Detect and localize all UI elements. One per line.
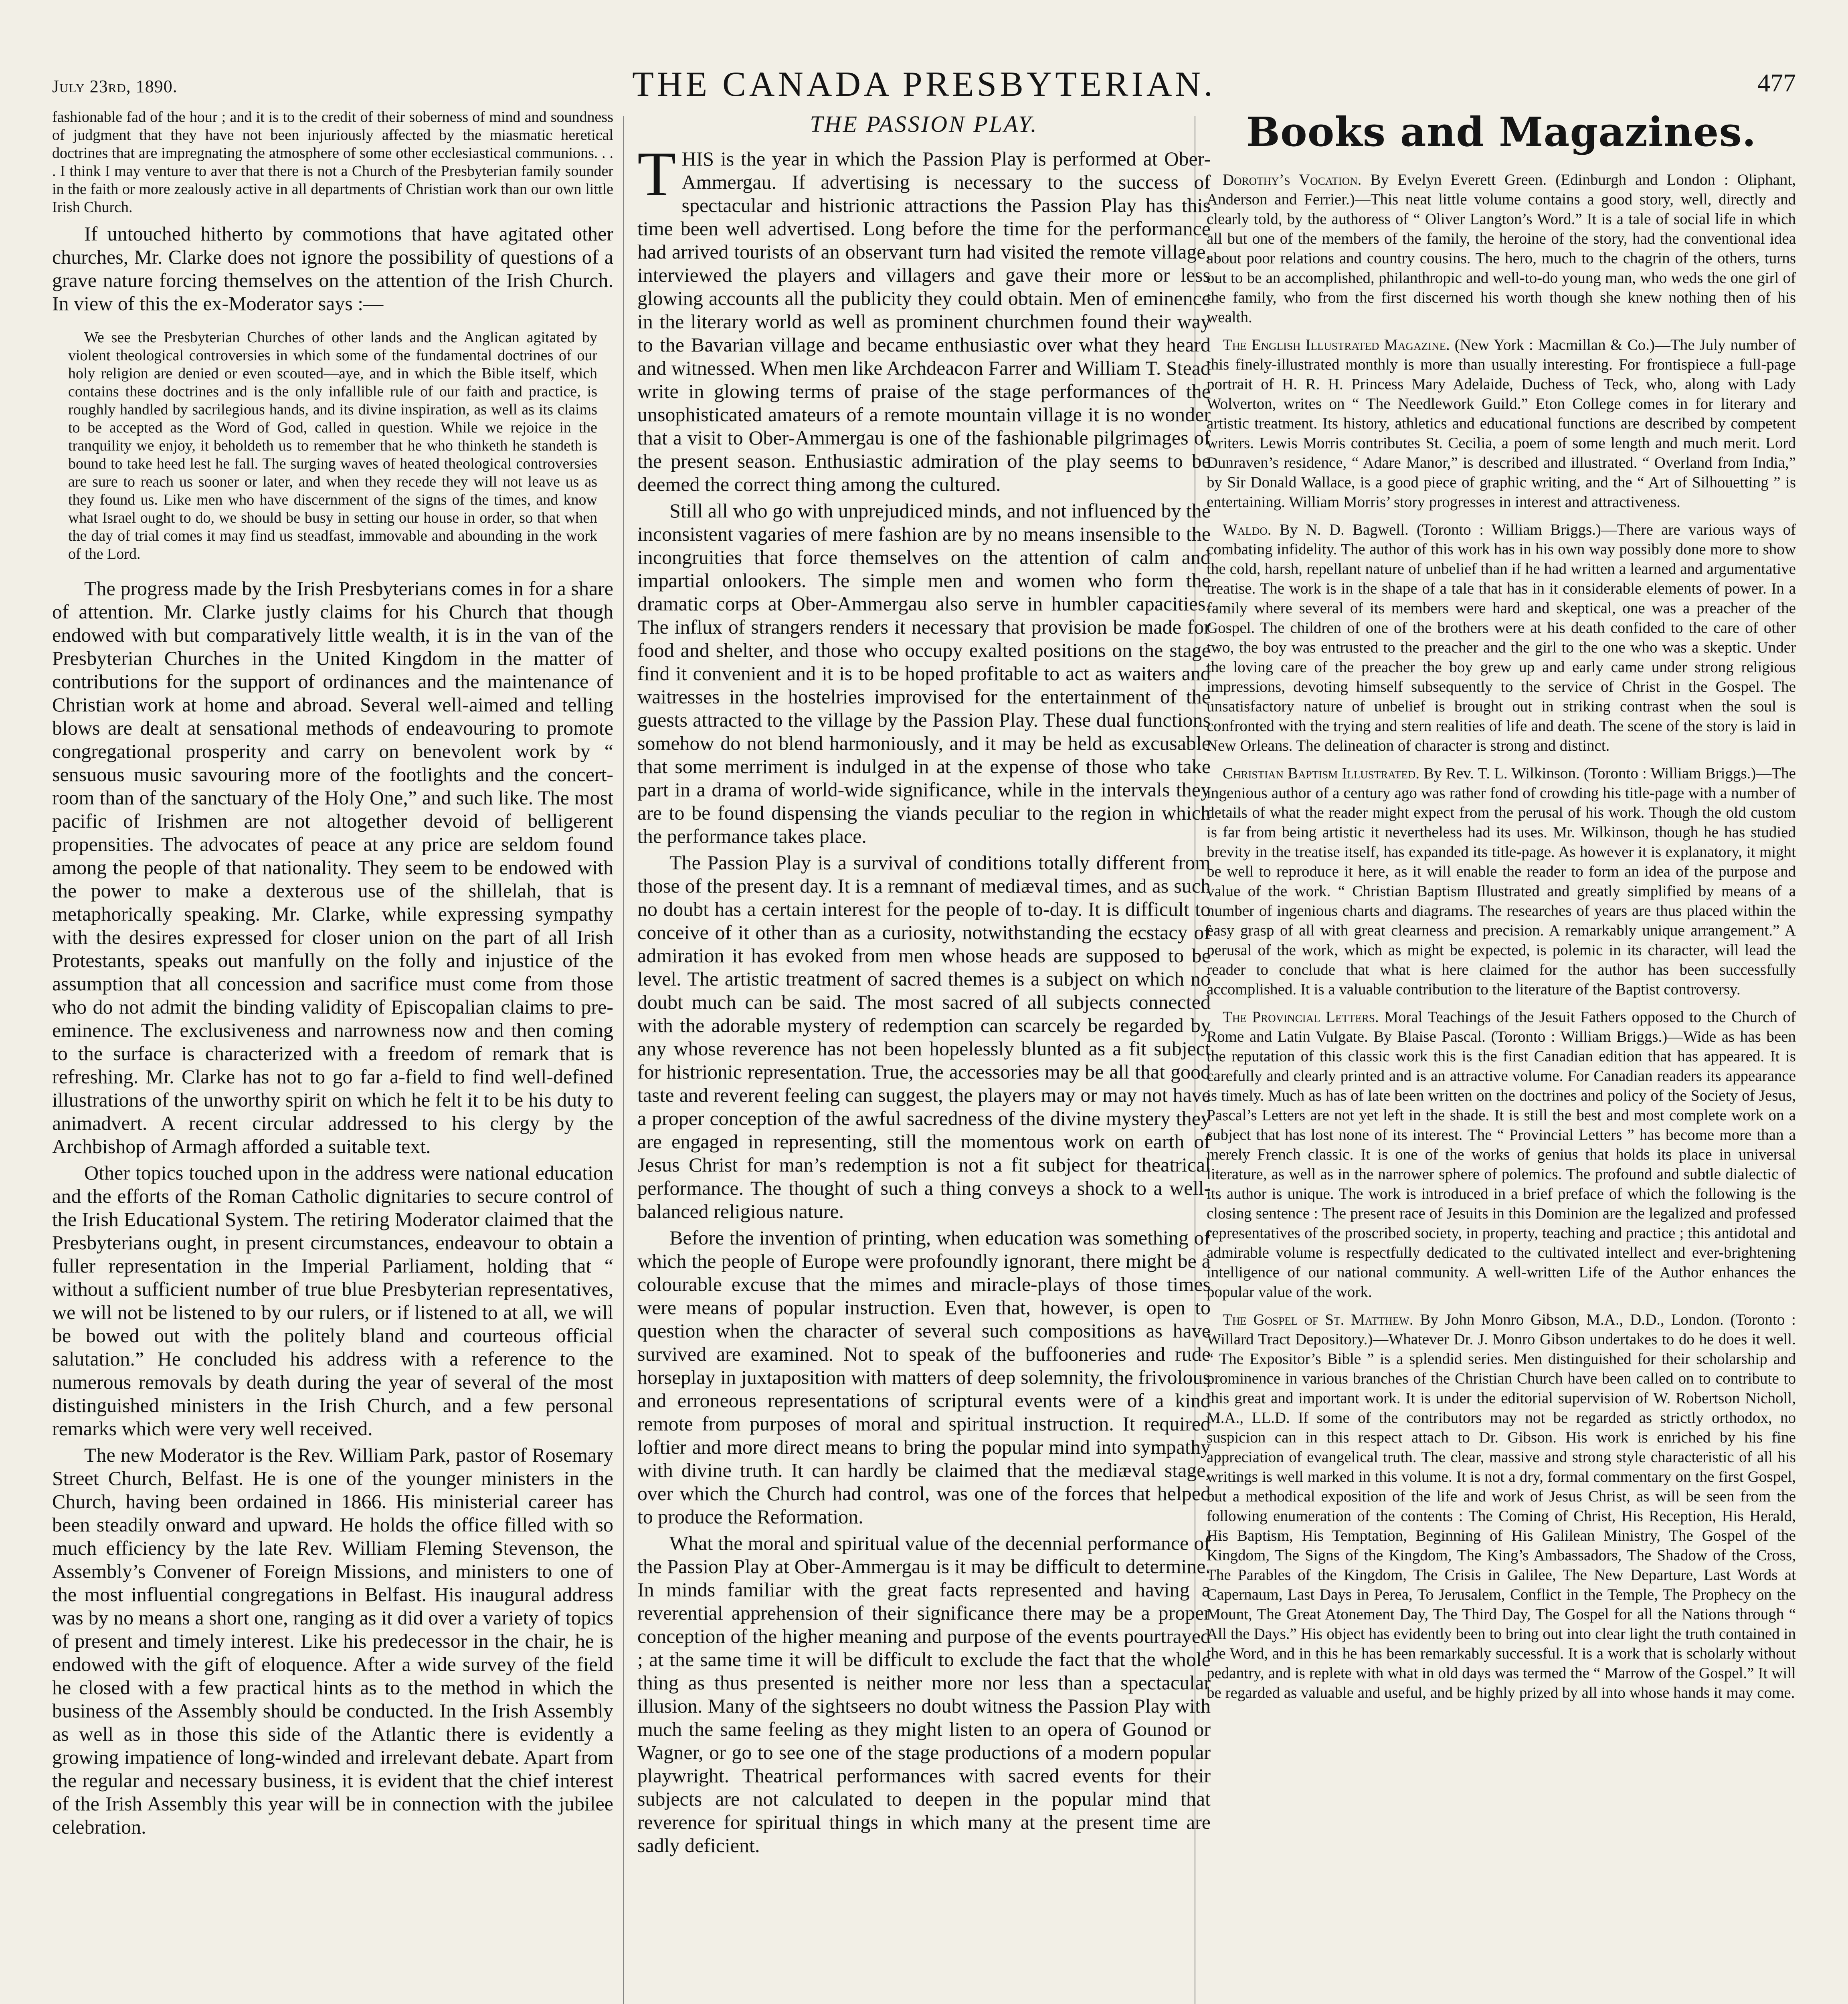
review-title: The Gospel of St. Matthew. <box>1223 1311 1413 1328</box>
drop-cap: T <box>637 139 676 209</box>
review-text: (New York : Macmillan & Co.)—The July number of this finely-illustrated monthly is more than usually interesting. For frontispiece a full-page portrait of H. R. H. Princess Mary Adelaide, Duchess of Teck, who, along with Lady Wolverton, writes on “ The Needlework Guild.” Eton College comes in for literary and artistic treatment. Its history, athletics and educational functions are described by competent writers. Lewis Morris contributes St. Cecilia, a poem of some length and much merit. Lord Dunraven’s residence, “ Adare Manor,” is described and illustrated. “ Overland from India,” by Sir Donald Wallace, is a good piece of graphic writing, and the “ Art of Silhouetting ” is entertaining. William Morris’ story progresses in interest and attractiveness. <box>1207 336 1796 511</box>
review-title: Waldo. <box>1223 521 1272 538</box>
paragraph: If untouched hitherto by commotions that have agitated other churches, Mr. Clarke does not ignore the possibility of questions of a grave nature forcing themselves on the attention of the Irish Church. In view of this the ex-Moderator says :— <box>52 222 613 315</box>
paragraph <box>637 139 1211 496</box>
page-number: 477 <box>1757 69 1796 97</box>
paragraph-text: HIS is the year in which the Passion Play is performed at Ober-Ammergau. If advertising is necessary to the success of spectacular and histrionic attractions the Passion Play has this time been well advertised. Long before the time for the performance had arrived tourists of an observant turn had visited the remote village, interviewed the players and villagers and gave their more or less glowing accounts all the publicity they could obtain. Men of eminence in the literary world as well as prominent churchmen found their way to the Bavarian village and became enthusiastic over what they heard and witnessed. When men like Archdeacon Farrer and William T. Stead write in glowing terms of praise of the stage performances of the unsophisticated amateurs of a remote mountain village it is no wonder that a visit to Ober-Ammergau is one of the fashionable pilgrimages of the present season. Enthusiastic admiration of the play seems to be deemed the correct thing among the cultured. <box>637 147 1211 495</box>
paragraph: What the moral and spiritual value of the decennial performance of the Passion Play at Ober-Ammergau is it may be difficult to determine. In minds familiar with the great facts represented and having a reverential apprehension of their significance there may be a proper conception of the higher meaning and purpose of the events pourtrayed ; at the same time it will be difficult to exclude the fact that the whole thing as thus presented is neither more nor less than a spectacular illusion. Many of the sightseers no doubt witness the Passion Play with much the same feeling as they might listen to an opera of Gounod or Wagner, or go to see one of the stage productions of a modern popular playwright. Theatrical performances with sacred events for their subjects are not calculated to deepen in the popular mind that reverence for spiritual things in which many at the present time are sadly deficient. <box>637 1532 1211 1857</box>
review-item <box>1207 1007 1796 1302</box>
block-quote: We see the Presbyterian Churches of other lands and the Anglican agitated by violent theological controversies in which some of the fundamental doctrines of our holy religion are denied or even scouted—aye, and in which the Bible itself, which contains these doctrines and is the only infallible rule of our faith and practice, is roughly handled by sacrilegious hands, and its divine inspiration, as well as its claims to be accepted as the Word of God, called in question. While we rejoice in the tranquility we enjoy, it beholdeth us to remember that he who thinketh he standeth is bound to take heed lest he fall. The surging waves of heated theological controversies are sure to reach us sooner or later, and when they recede they will not leave us as they found us. Like men who have discernment of the signs of the times, and know what Israel ought to do, we should be busy in setting our house in order, so that when the day of trial comes it may find us steadfast, immovable and abounding in the work of the Lord. <box>68 329 597 562</box>
paragraph: The new Moderator is the Rev. William Park, pastor of Rosemary Street Church, Belfast. He is one of the younger ministers in the Church, having been ordained in 1866. His ministerial career has been steadily onward and upward. He holds the office filled with so much efficiency by the late Rev. William Fleming Stevenson, the Assembly’s Convener of Foreign Missions, and ministers to one of the most influential congregations in Belfast. His inaugural address was by no means a short one, ranging as it did over a variety of topics of present and timely interest. Like his predecessor in the chair, he is endowed with the gift of eloquence. After a wide survey of the field he closed with a few practical hints as to the method in which the business of the Assembly should be conducted. In the Irish Assembly as well as in those this side of the Atlantic there is evidently a growing impatience of long-winded and irrelevant debate. Apart from the regular and necessary business, it is evident that the chief interest of the Irish Assembly this year will be in connection with the jubilee celebration. <box>52 1444 613 1838</box>
paragraph: The Passion Play is a survival of conditions totally different from those of the present day. It is a remnant of mediæval times, and as such no doubt has a certain interest for the people of to-day. It is difficult to conceive of it other than as a curiosity, notwithstanding the ecstacy of admiration it has evoked from men whose heads are supposed to be level. The artistic treatment of sacred themes is a subject on which no doubt much can be said. The most sacred of all subjects connected with the adorable mystery of redemption can scarcely be regarded by any whose reverence has not been hopelessly blunted as a fit subject for histrionic representation. True, the accessories may be all that good taste and reverent feeling can suggest, the players may or may not have a proper conception of the awful sacredness of the divine mystery they are engaged in representing, still the momentous work on earth of Jesus Christ for man’s redemption is not a fit subject for theatrical performance. The thought of such a thing conveys a shock to a well-balanced religious nature. <box>637 851 1211 1222</box>
review-text: By John Monro Gibson, M.A., D.D., London. (Toronto : Willard Tract Depository.)—Whatever Dr. J. Monro Gibson undertakes to do he does it well. “ The Expositor’s Bible ” is a splendid series. Men distinguished for their scholarship and prominence in various branches of the Christian Church have been called on to contribute to this great and important work. It is under the editorial supervision of W. Robertson Nicholl, M.A., LL.D. If some of the contributors may not be regarded as strictly orthodox, no suspicion can in this respect attach to Dr. Gibson. His work is enriched by his fine appreciation of evangelical truth. The clear, massive and strong style characteristic of all his writings is well marked in this volume. It is not a dry, formal commentary on the first Gospel, but a methodical exposition of the life and work of Jesus Christ, as will be seen from the following enumeration of the contents : The Coming of Christ, His Reception, His Herald, His Baptism, His Temptation, Beginning of His Galilean Ministry, The Gospel of the Kingdom, The Signs of the Kingdom, The King’s Ambassadors, The Shadow of the Cross, The Parables of the Kingdom, The Crisis in Galilee, The New Departure, Last Words at Capernaum, Last Days in Perea, To Jerusalem, Conflict in the Temple, The Prophecy on the Mount, The Great Atonement Day, The Third Day, The Gospel for all the Nations through “ All the Days.” His object has evidently been to bring out into clear light the truth contained in the Word, and in this he has been remarkably successful. It is a work that is scholarly without pedantry, and is replete with what in old days was termed the “ Marrow of the Gospel.” It will be regarded as valuable and useful, and be highly prized by all into whose hands it may come. <box>1207 1311 1796 1701</box>
column-rule-1 <box>623 116 624 2004</box>
review-title: The English Illustrated Magazine. <box>1223 336 1450 354</box>
column-middle <box>637 108 1211 2004</box>
paragraph: Other topics touched upon in the address were national education and the efforts of the Roman Catholic dignitaries to secure control of the Irish Educational System. The retiring Moderator claimed that the Presbyterians ought, in present circumstances, endeavour to obtain a fuller representation in the Imperial Parliament, holding that “ without a sufficient number of true blue Presbyterian representatives, we will not be listened to by our rulers, or if listened to at all, we will be bowed out with the politely bland and courteous official salutation.” He concluded his address with a reference to the numerous removals by death during the year of several of the most distinguished ministers in the Irish Church, and a few personal remarks which were very well received. <box>52 1162 613 1440</box>
review-text: By Evelyn Everett Green. (Edinburgh and London : Oliphant, Anderson and Ferrier.)—This neat little volume contains a good story, well, directly and clearly told, by the authoress of “ Oliver Langton’s Word.” It is a tale of social life in which all but one of the members of the family, the heroine of the story, had the conventional idea about poor relations and country cousins. The hero, much to the chagrin of the others, turns out to be an accomplished, philanthropic and well-to-do young man, who weds the one girl of the family, who from the first discerned his worth though she knew nothing then of his wealth. <box>1207 171 1796 326</box>
review-title: The Provincial Letters. <box>1223 1008 1379 1026</box>
review-item <box>1207 520 1796 756</box>
paragraph: The progress made by the Irish Presbyterians comes in for a share of attention. Mr. Clarke justly claims for his Church that though endowed with but comparatively little wealth, it is in the van of the Presbyterian Churches in the United Kingdom in the matter of contributions for the support of ordinances and the maintenance of Christian work at home and abroad. Several well-aimed and telling blows are dealt at sensational methods of endeavouring to promote congregational prosperity and carry on benevolent work by “ sensuous music savouring more of the footlights and the concert-room than of the sanctuary of the Holy One,” and such like. The most pacific of Irishmen are not altogether devoid of belligerent propensities. The advocates of peace at any price are seldom found among the people of that nationality. They seem to be endowed with the power to make a dexterous use of the shillelah, that is metaphorically speaking. Mr. Clarke, while expressing sympathy with the desires expressed for closer union on the part of all Irish Protestants, speaks out manfully on the folly and injustice of the assumption that all concession and sacrifice must come from those who do not admit the binding validity of Episcopalian claims to pre-eminence. The exclusiveness and narrowness now and then coming to the surface is characterized with a freedom of remark that is refreshing. Mr. Clarke has not to go far a-field to find well-defined illustrations of the unworthy spirit on which he felt it to be his duty to animadvert. A recent circular addressed to his clergy by the Archbishop of Armagh afforded a suitable text. <box>52 577 613 1158</box>
page-header <box>52 60 1796 116</box>
review-text: Moral Teachings of the Jesuit Fathers opposed to the Church of Rome and Latin Vulgate. By Blaise Pascal. (Toronto : William Briggs.)—Wide as has been the reputation of this classic work this is the first Canadian edition that has appeared. It is carefully and clearly printed and is an attractive volume. For Canadian readers its appearance is timely. Much as has of late been written on the doctrines and policy of the Society of Jesus, Pascal’s Letters are not yet left in the shade. It is still the best and most complete work on a subject that has lost none of its interest. The “ Provincial Letters ” has become more than a merely French classic. It is one of the works of genius that holds its place in universal literature, as well as in the narrower sphere of polemics. The profound and subtle dialectic of its author is unique. The work is introduced in a brief preface of which the following is the closing sentence : The present race of Jesuits in this Dominion are the legalized and professed representatives of the proscribed society, in property, teaching and practice ; this antidotal and admirable volume is respectfully dedicated to the cultivated intellect and ever-brightening intelligence of our national community. A well-written Life of the Author enhances the popular value of the work. <box>1207 1008 1796 1301</box>
review-item <box>1207 170 1796 327</box>
review-item <box>1207 1310 1796 1703</box>
paragraph: Still all who go with unprejudiced minds, and not influenced by the inconsistent vagaries of mere fashion are by no means insensible to the incongruities that force themselves on the attention of calm and impartial onlookers. The simple men and women who form the dramatic corps at Ober-Ammergau also serve in humbler capacities. The influx of strangers renders it necessary that provision be made for food and shelter, and those who occupy exalted positions on the stage find it convenient and it is to be hoped profitable to act as waiters and waitresses in the hostelries improvised for the entertainment of the guests attracted to the village by the Passion Play. These dual functions somehow do not blend harmoniously, and it may be held as excusable that some merriment is indulged in at the expense of those who take part in a drama of world-wide significance, while in the intervals they are to be found dispensing the viands peculiar to the region in which the performance takes place. <box>637 499 1211 847</box>
paragraph: Before the invention of printing, when education was something of which the people of Europe were profoundly ignorant, there might be a colourable excuse that the mimes and miracle-plays of those times were means of popular instruction. Even that, however, is open to question when the character of several such compositions as have survived are examined. Not to speak of the buffooneries and rude horseplay in juxtaposition with matters of deep solemnity, the frivolous and erroneous representations of scriptural events were of a kind remote from purposes of moral and spiritual instruction. It required loftier and more direct means to bring the popular mind into sympathy with divine truth. It can hardly be claimed that the mediæval stage, over which the Church had control, was one of the forces that helped to produce the Reformation. <box>637 1226 1211 1528</box>
newspaper-title: THE CANADA PRESBYTERIAN. <box>632 65 1216 104</box>
section-heading: Books and Magazines. <box>1246 108 1757 156</box>
review-item <box>1207 335 1796 512</box>
review-title: Dorothy’s Vocation. <box>1223 171 1362 188</box>
article-title: THE PASSION PLAY. <box>810 111 1038 137</box>
review-text: By N. D. Bagwell. (Toronto : William Briggs.)—There are various ways of combating infidelity. The author of this work has in his own way possibly done more to show the cold, harsh, repellant nature of unbelief than if he had written a learned and argumentative treatise. The work is in the shape of a tale that has in it considerable elements of power. In a family where several of its members were hard and skeptical, one was a preacher of the Gospel. The children of one of the brothers were at his death confided to the care of other two, the boy was entrusted to the preacher and the girl to the one who was a skeptic. Under the loving care of the preacher the boy grew up and early came under strong religious impressions, devoting himself subsequently to the service of Christ in the Gospel. The unsatisfactory nature of unbelief is brought out in striking contrast when the soul is confronted with the trying and stern realities of life and death. The scene of the story is laid in New Orleans. The delineation of character is strong and distinct. <box>1207 521 1796 754</box>
column-right <box>1207 108 1796 2004</box>
continued-quote: fashionable fad of the hour ; and it is to the credit of their soberness of mind and soundness of judgment that they have not been injuriously affected by the miasmatic heretical doctrines that are impregnating the atmosphere of some other ecclesiastical communions. . . . I think I may venture to aver that there is not a Church of the Presbyterian family sounder in the faith or more zealously active in all departments of Christian work than our own little Irish Church. <box>52 109 613 216</box>
column-left <box>52 108 613 2004</box>
review-text: By Rev. T. L. Wilkinson. (Toronto : William Briggs.)—The ingenious author of a century ago was rather fond of crowding his title-page with a number of details of what the reader might expect from the perusal of his work. Though the old custom is far from being artistic it nevertheless had its uses. Mr. Wilkinson, though he has studied brevity in the treatise itself, has expanded its title-page. As however it is explanatory, it might be well to reproduce it here, as it will enable the reader to form an idea of the purpose and value of the work. “ Christian Baptism Illustrated and greatly simplified by means of a number of ingenious charts and diagrams. The researches of years are thus placed within the easy grasp of all with great clearness and precision. A remarkably unique arrangement.” A perusal of the work, which as might be expected, is polemic in its character, will lead the reader to conclude that what is here claimed for the author has been successfully accomplished. It is a valuable contribution to the literature of the Baptist controversy. <box>1207 765 1796 998</box>
review-item <box>1207 764 1796 999</box>
review-title: Christian Baptism Illustrated. <box>1223 765 1420 782</box>
issue-date: July 23rd, 1890. <box>52 77 178 96</box>
